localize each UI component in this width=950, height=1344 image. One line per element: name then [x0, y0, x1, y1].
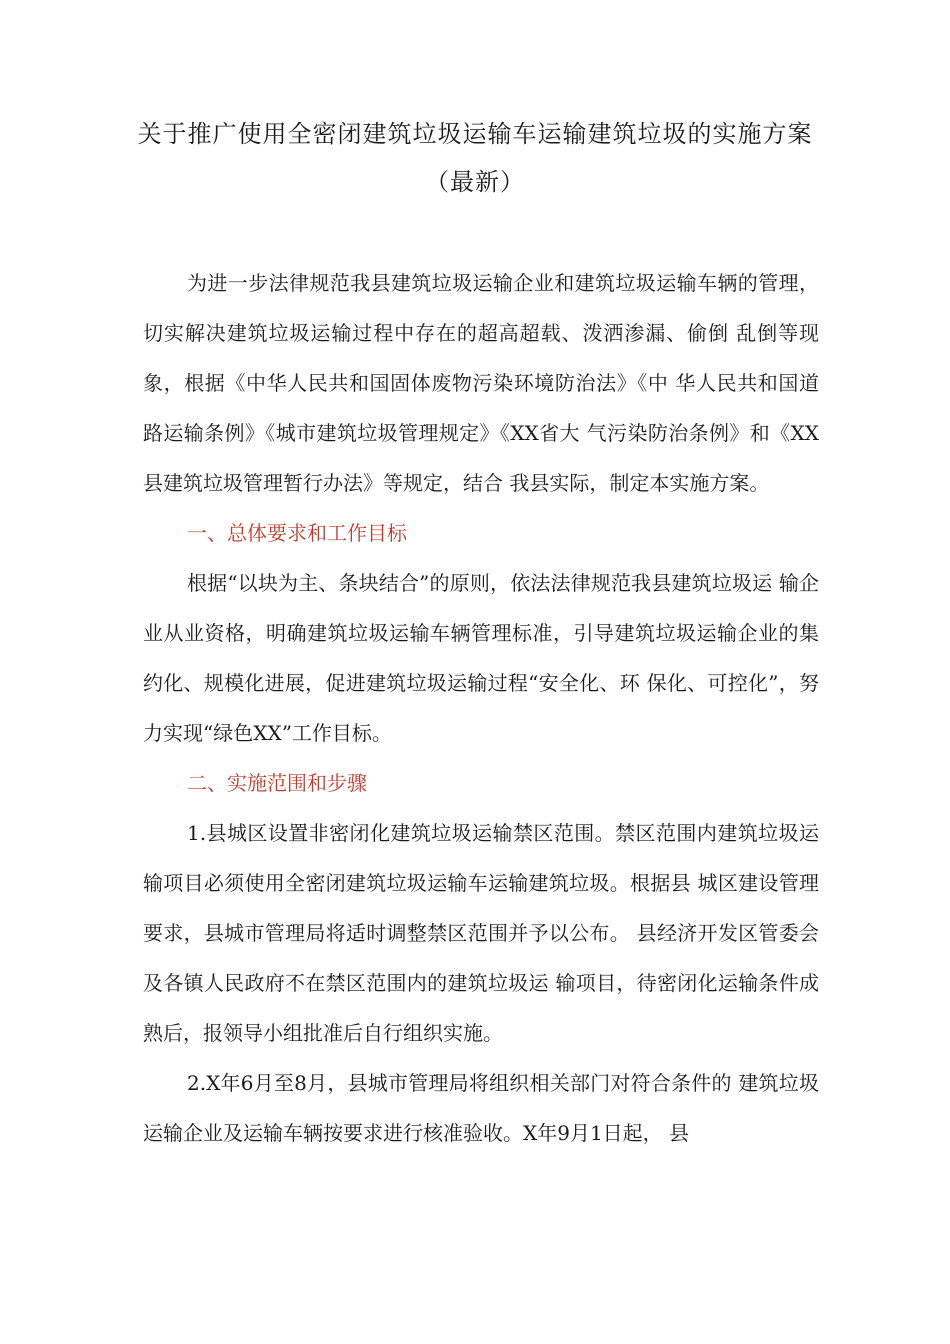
- document-body: [143, 258, 819, 1158]
- item-2-paragraph: 2.X年6月至8月，县城市管理局将组织相关部门对符合条件的 建筑垃圾运输企业及运输车辆按要求进行核准验收。X年9月1日起， 县: [143, 1071, 819, 1145]
- section-1-paragraph: 根据“以块为主、条块结合”的原则，依法法律规范我县建筑垃圾运 输企业从业资格，明确建筑垃圾运输车辆管理标准，引导建筑垃圾运输企业的集约化、规模化进展，促进建筑垃圾运输过程“安全化、环 保化、可控化”，努力实现“绿色XX”工作目标。: [143, 571, 819, 745]
- document-title: 关于推广使用全密闭建筑垃圾运输车运输建筑垃圾的实施方案: [137, 120, 813, 148]
- section-heading-1: 一、总体要求和工作目标: [187, 521, 407, 545]
- section-heading-2: 二、实施范围和步骤: [187, 771, 367, 795]
- intro-paragraph: 为进一步法律规范我县建筑垃圾运输企业和建筑垃圾运输车辆的管理，切实解决建筑垃圾运输过程中存在的超高超载、泼洒渗漏、偷倒 乱倒等现象，根据《中华人民共和国固体废物污染环境防治法》《中 华人民共和国道路运输条例》《城市建筑垃圾管理规定》《XX省大 气污染防治条例》和《XX县建筑垃圾管理暂行办法》等规定，结合 我县实际，制定本实施方案。: [143, 271, 819, 495]
- document-subtitle: （最新）: [425, 168, 525, 196]
- item-1-paragraph: 1.县城区设置非密闭化建筑垃圾运输禁区范围。禁区范围内建筑垃圾运输项目必须使用全密闭建筑垃圾运输车运输建筑垃圾。根据县 城区建设管理要求，县城市管理局将适时调整禁区范围并予以公布。 县经济开发区管委会及各镇人民政府不在禁区范围内的建筑垃圾运 输项目，待密闭化运输条件成熟后，报领导小组批准后自行组织实施。: [143, 821, 819, 1045]
